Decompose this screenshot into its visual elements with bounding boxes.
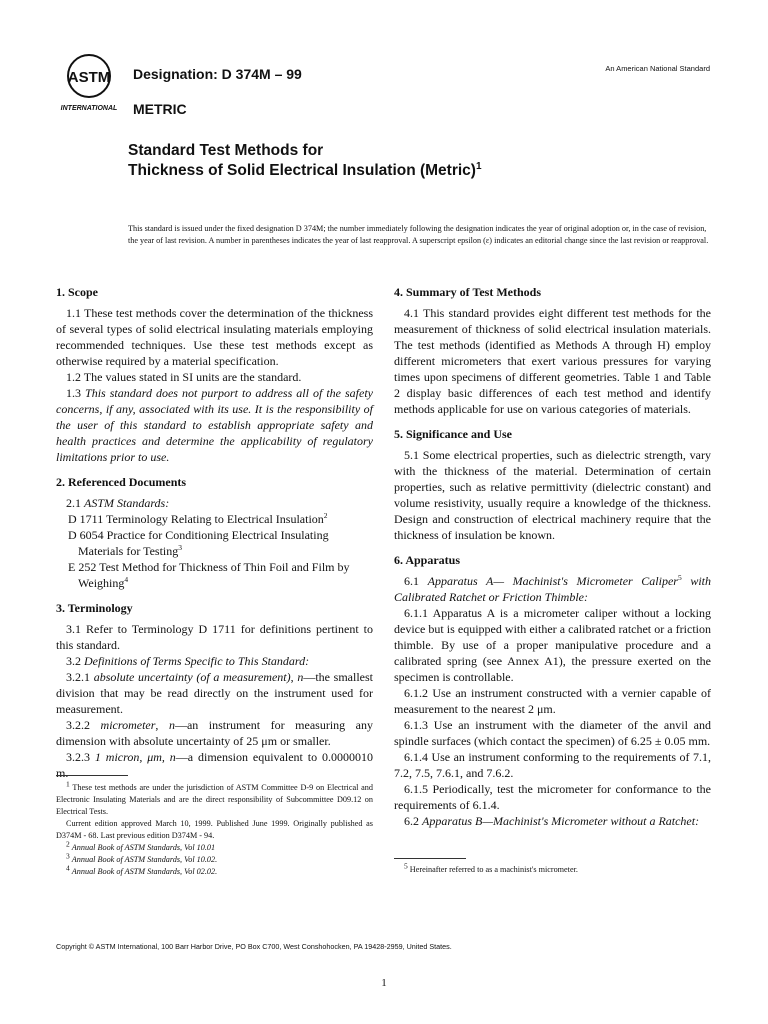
section-heading: 4. Summary of Test Methods <box>394 285 542 299</box>
paragraph: 6.1.3 Use an instrument with the diameter of the anvil and spindle surfaces (which contact the specimen) of 6.25 ± 0.05 mm. <box>394 718 711 748</box>
paragraph: 6.1.5 Periodically, test the micrometer for conformance to the requirements of 6.1.4. <box>394 782 711 812</box>
section-heading: 3. Terminology <box>56 601 133 615</box>
section-significance <box>394 426 711 543</box>
reference-item: D 1711 Terminology Relating to Electrical Insulation$^2$ <box>68 511 328 526</box>
paragraph: 5.1 Some electrical properties, such as dielectric strength, vary with the thickness of the material. Determination of certain properties, such as relative permittivity (dielectric constant) and volume resistivity, usually require a knowledge of the thickness. Design and construction of electrical machinery require that the thickness of insulation be known. <box>394 448 711 542</box>
section-terminology <box>56 600 373 781</box>
national-standard-label: An American National Standard <box>605 64 710 73</box>
page-number: 1 <box>381 977 387 989</box>
footnote: $^3$ Annual Book of ASTM Standards, Vol 10.02. <box>66 851 218 864</box>
metric-label: METRIC <box>133 101 187 117</box>
definition: 3.2.3 1 micron, μm, n—a dimension equivalent to 0.0000010 m. <box>56 750 373 780</box>
definition: 3.2.2 micrometer, n—an instrument for measuring any dimension with absolute uncertainty of 25 μm or smaller. <box>56 718 374 748</box>
footnote: Current edition approved March 10, 1999. Published June 1999. Originally published as D374M - 68. Last previous edition D374M - 94. <box>56 819 373 840</box>
section-heading: 5. Significance and Use <box>394 427 513 441</box>
copyright-notice: Copyright © ASTM International, 100 Barr Harbor Drive, PO Box C700, West Conshohocken, PA 19428-2959, United States. <box>56 942 452 951</box>
footnotes-right <box>394 861 711 876</box>
section-referenced-documents <box>56 474 373 591</box>
footnote: $^1$ These test methods are under the jurisdiction of ASTM Committee D-9 on Electrical and Electronic Insulating Materials and are the direct responsibility of Subcommittee D09.12 on Electrical Tests. <box>56 779 373 816</box>
paragraph: 6.1.4 Use an instrument conforming to the requirements of 7.1, 7.2, 7.5, 7.6.1, and 7.6.2. <box>394 750 711 780</box>
left-column <box>56 284 373 790</box>
designation: Designation: D 374M – 99 <box>133 66 302 82</box>
designation-notice: This standard is issued under the fixed designation D 374M; the number immediately following the designation indicates the year of original adoption or, in the case of revision, the year of last revision. A number in parentheses indicates the year of last reapproval. A superscript epsilon (ε) indicates an editorial change since the last revision or reapproval. <box>128 224 709 245</box>
section-heading: 6. Apparatus <box>394 553 461 567</box>
section-apparatus <box>394 552 711 829</box>
section-scope <box>56 284 373 465</box>
paragraph: 6.1 Apparatus A— Machinist's Micrometer Caliper$^5$ with Calibrated Ratchet or Friction Thimble: <box>394 573 712 604</box>
paragraph: 1.2 The values stated in SI units are the standard. <box>66 370 302 384</box>
title-line2: Thickness of Solid Electrical Insulation (Metric) <box>128 162 476 179</box>
astm-logo <box>56 52 122 114</box>
paragraph: 3.1 Refer to Terminology D 1711 for definitions pertinent to this standard. <box>56 622 373 652</box>
definition: 3.2.1 absolute uncertainty (of a measurement), n—the smallest division that may be read directly on the instrument used for measurement. <box>56 670 373 716</box>
footnote-divider <box>56 775 128 776</box>
title-line1: Standard Test Methods for <box>128 142 324 159</box>
reference-item: E 252 Test Method for Thickness of Thin Foil and Film by Weighing$^4$ <box>68 560 350 590</box>
right-column <box>394 284 711 838</box>
footnote: $^5$ Hereinafter referred to as a machinist's micrometer. <box>404 861 578 874</box>
title-footnote-mark: 1 <box>475 160 482 172</box>
paragraph: 4.1 This standard provides eight different test methods for the measurement of thickness of solid electrical insulation materials. The test methods (identified as Methods A through H) employ different micrometers that exert various pressures for varying times upon specimens of different geometries. Table 1 and Table 2 display basic differences of each test method and identify methods applicable for use on various categories of materials. <box>394 306 711 416</box>
reference-item: D 6054 Practice for Conditioning Electrical Insulating Materials for Testing$^3$ <box>68 528 329 558</box>
paragraph: 6.1.2 Use an instrument constructed with a vernier capable of measurement to the nearest 2 μm. <box>394 686 711 716</box>
paragraph: 6.1.1 Apparatus A is a micrometer caliper without a locking device but is equipped with either a calibrated ratchet or a friction thimble. By use of a proper manipulative procedure and a calibrated spring (see Annex A1), the pressure exerted on the specimen is controllable. <box>394 606 711 684</box>
paragraph: 6.2 Apparatus B—Machinist's Micrometer without a Ratchet: <box>404 814 700 828</box>
paragraph: 2.1 ASTM Standards: <box>66 496 170 510</box>
paragraph: 3.2 Definitions of Terms Specific to This Standard: <box>66 654 310 668</box>
section-heading: 1. Scope <box>56 285 98 299</box>
logo-subtext: INTERNATIONAL <box>60 105 118 112</box>
logo-text: ASTM <box>67 69 111 86</box>
section-heading: 2. Referenced Documents <box>56 475 187 489</box>
section-summary <box>394 284 711 417</box>
footnote-divider <box>394 858 466 859</box>
paragraph: 1.1 These test methods cover the determination of the thickness of several types of solid electrical insulating materials employing recommended techniques. Use these test methods except as otherwise required by a material specification. <box>56 306 373 368</box>
footnote: $^2$ Annual Book of ASTM Standards, Vol 10.01 <box>66 839 216 852</box>
footnotes-left <box>56 779 373 878</box>
footnote: $^4$ Annual Book of ASTM Standards, Vol 02.02. <box>66 863 218 876</box>
paragraph: 1.3 This standard does not purport to address all of the safety concerns, if any, associated with its use. It is the responsibility of the user of this standard to establish appropriate safety and health practices and determine the applicability of regulatory limitations prior to use. <box>56 386 374 464</box>
document-title <box>128 141 482 181</box>
